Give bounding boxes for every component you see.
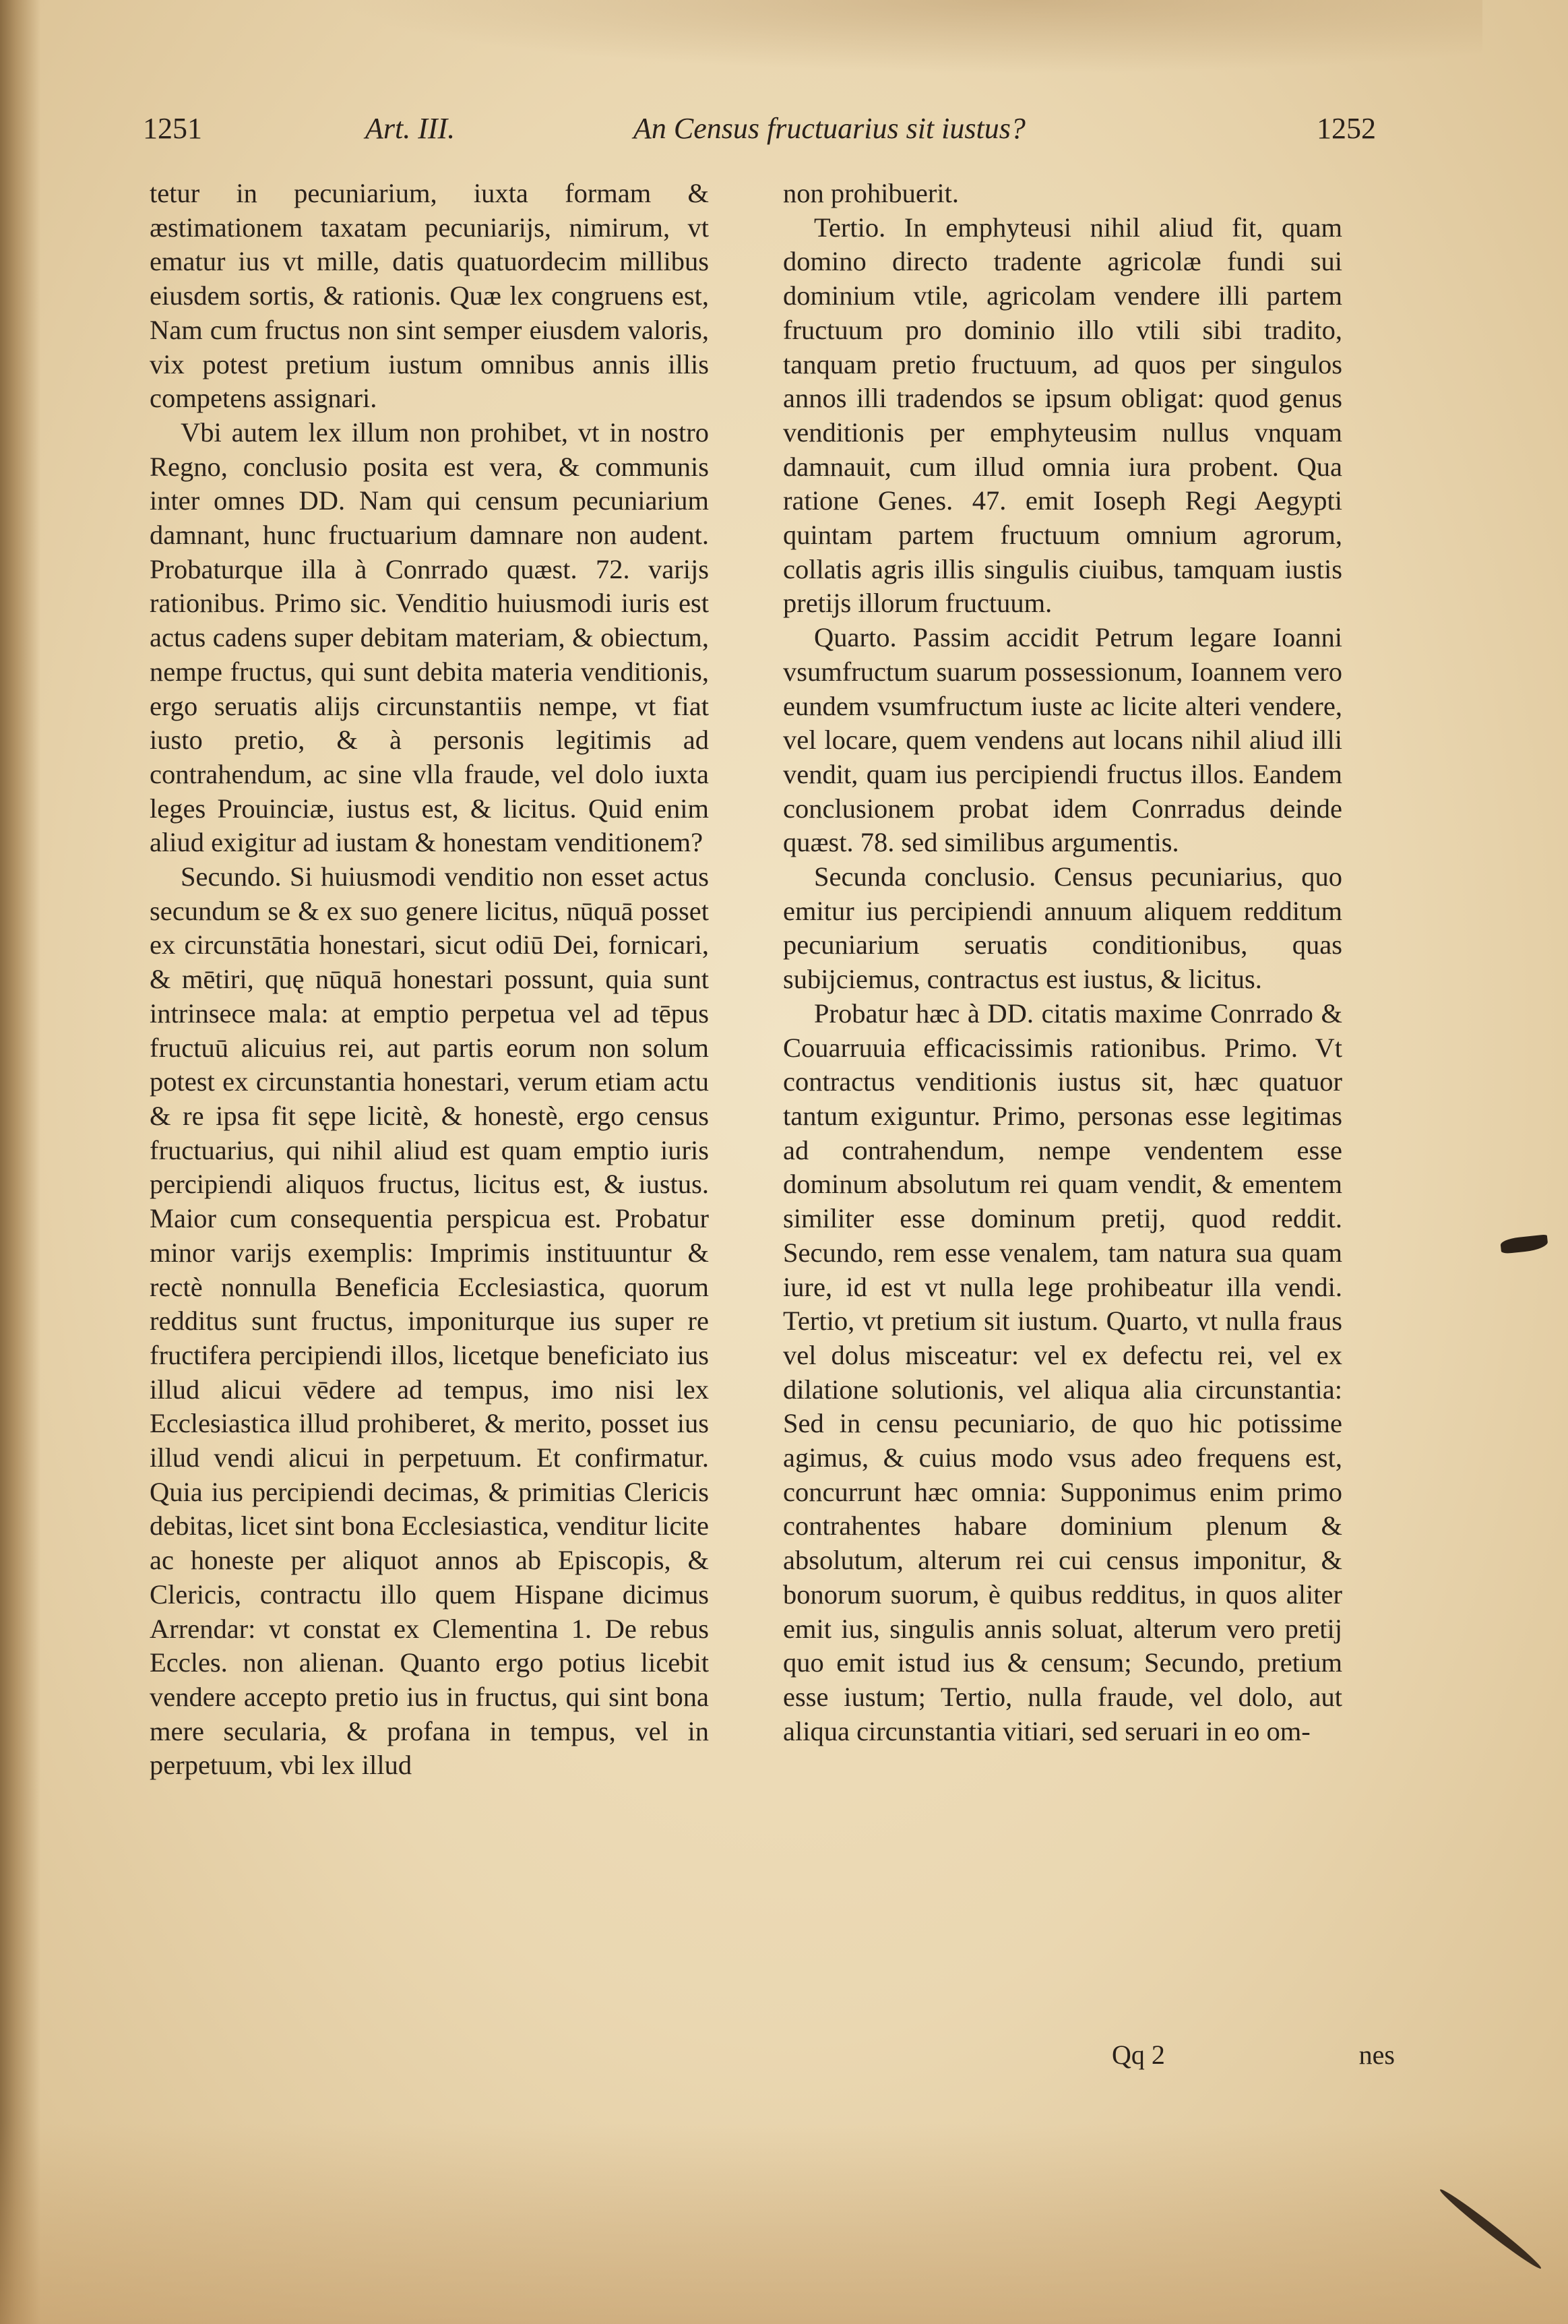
page-number-right: 1252 <box>1317 112 1376 145</box>
ink-blot-mark <box>1500 1234 1548 1254</box>
paragraph: Secundo. Si huiusmodi venditio non esset actus secundum se & ex suo genere licitus, nūquā posset ex circunstātia honestari, sicut odiū Dei, fornicari, & mētiri, quę nūquā honestari possunt, quia sunt intrinsece mala: at emptio perpetua vel ad tēpus fructuū alicuius rei, aut partis eorum non solum potest ex circunstantia honestari, verum etiam actu & re ipsa fit sępe licitè, & honestè, ergo census fructuarius, qui nihil aliud est quam emptio iuris percipiendi aliquos fructus, licitus est, & iustus. Maior cum consequentia perspicua est. Probatur minor varijs exemplis: Imprimis instituuntur & rectè nonnulla Beneficia Ecclesiastica, quorum redditus sunt fructus, imponiturque ius super re fructifera percipiendi illos, licetque beneficiato ius illud alicui vēdere ad tempus, imo nisi lex Ecclesiastica illud prohiberet, & merito, posset ius illud vendi alicui in perpetuum. Et confirmatur. Quia ius percipiendi decimas, & primitias Clericis debitas, licet sint bona Ecclesiastica, venditur licite ac honeste per aliquot annos ab Episcopis, & Clericis, contractu illo quem Hispane dicimus Arrendar: vt constat ex Clementina 1. De rebus Eccles. non alienan. Quanto ergo potius licebit vendere accepto pretio ius in fructus, qui sint bona mere secularia, & profana in tempus, vel in perpetuum, vbi lex illud <box>150 861 709 1781</box>
left-column <box>150 177 709 1783</box>
running-title: An Census fructuarius sit iustus? <box>633 112 1026 145</box>
paper-stain-bottom <box>0 2123 1568 2324</box>
paragraph: Vbi autem lex illum non prohibet, vt in nostro Regno, conclusio posita est vera, & communis inter omnes DD. Nam qui censum pecuniarium damnant, hunc fructuarium damnare non audent. Probaturque illa à Conrrado quæst. 72. varijs rationibus. Primo sic. Venditio huiusmodi iuris est actus cadens super debitam materiam, & obiectum, nempe fructus, qui sunt debita materia venditionis, ergo seruatis alijs circunstantiis nempe, vt fiat iusto pretio, & à personis legitimis ad contrahendum, ac sine vlla fraude, vel dolo iuxta leges Prouinciæ, iustus est, & licitus. Quid enim aliud exigitur ad iustam & honestam venditionem? <box>150 417 709 858</box>
page-footer <box>1112 2039 1395 2073</box>
page-number-left: 1251 <box>143 112 202 145</box>
page-gutter-shadow <box>0 0 40 2324</box>
paragraph: tetur in pecuniarium, iuxta formam & æstimationem taxatam pecuniarijs, nimirum, vt ematur ius vt mille, datis quatuordecim millibus eiusdem sortis, & rationis. Quæ lex congruens est, Nam cum fructus non sint semper eiusdem valoris, vix potest pretium iustum omnibus annis illis competens assignari. <box>150 178 709 414</box>
paper-stain-top <box>337 0 1482 74</box>
paragraph: Probatur hæc à DD. citatis maxime Conrrado & Couarruuia efficacissimis rationibus. Primo. Vt contractus venditionis iustus sit, hæc quatuor tantum exiguntur. Primo, personas esse legitimas ad contrahendum, nempe vendentem esse dominum absolutum rei quam vendit, & ementem similiter esse dominum pretij, quod reddit. Secundo, rem esse venalem, tam natura sua quam iure, id est vt nulla lege prohibeatur illa vendi. Tertio, vt pretium sit iustum. Quarto, vt nulla fraus vel dolus misceatur: vel ex defectu rei, vel ex dilatione solutionis, vel aliqua alia circunstantia: Sed in censu pecuniario, de quo hic potissime agimus, & cuius modo vsus adeo frequens est, concurrunt hæc omnia: Supponimus enim primo contrahentes habare dominium plenum & absolutum, alterum rei cui census imponitur, & bonorum suorum, è quibus redditus, in quos aliter emit ius, singulis annis soluat, alterum vero pretij quo emit istud ius & censum; Secundo, pretium esse iustum; Tertio, nulla fraude, vel dolo, aut aliqua circunstantia vitiari, sed seruari in eo om- <box>783 998 1342 1746</box>
paragraph: Quarto. Passim accidit Petrum legare Ioanni vsumfructum suarum possessionum, Ioannem vero eundem vsumfructum iuste ac licite alteri vendere, vel locare, quem vendens aut locans nihil aliud illi vendit, quam ius percipiendi fructus illos. Eandem conclusionem probat idem Conrradus deinde quæst. 78. sed similibus argumentis. <box>783 622 1342 858</box>
running-header <box>143 111 1376 158</box>
thesis-statement: Secunda conclusio. Census pecuniarius, quo emitur ius percipiendi annuum aliquem redditum pecuniarium seruatis conditionibus, quas subijciemus, contractus est iustus, & licitus. <box>783 861 1342 995</box>
article-label: Art. III. <box>365 112 456 145</box>
paragraph: non prohibuerit. <box>783 178 959 208</box>
right-column <box>783 177 1342 1748</box>
paragraph: Tertio. In emphyteusi nihil aliud fit, quam domino directo tradente agricolæ fundi sui dominium vtile, agricolam vendere illi partem fructuum pro dominio illo vtili sibi tradito, tanquam pretio fructuum, ad quos per singulos annos illi tradendos se ipsum obligat: quod genus venditionis per emphyteusim nullus vnquam damnauit, cum illud omnia iura probent. Qua ratione Genes. 47. emit Ioseph Regi Aegypti quintam partem fructuum omnium agrorum, collatis agris illis singulis ciuibus, tamquam iustis pretijs illorum fructuum. <box>783 212 1342 619</box>
signature-mark: Qq 2 <box>1112 2040 1165 2070</box>
catchword: nes <box>1358 2040 1395 2070</box>
